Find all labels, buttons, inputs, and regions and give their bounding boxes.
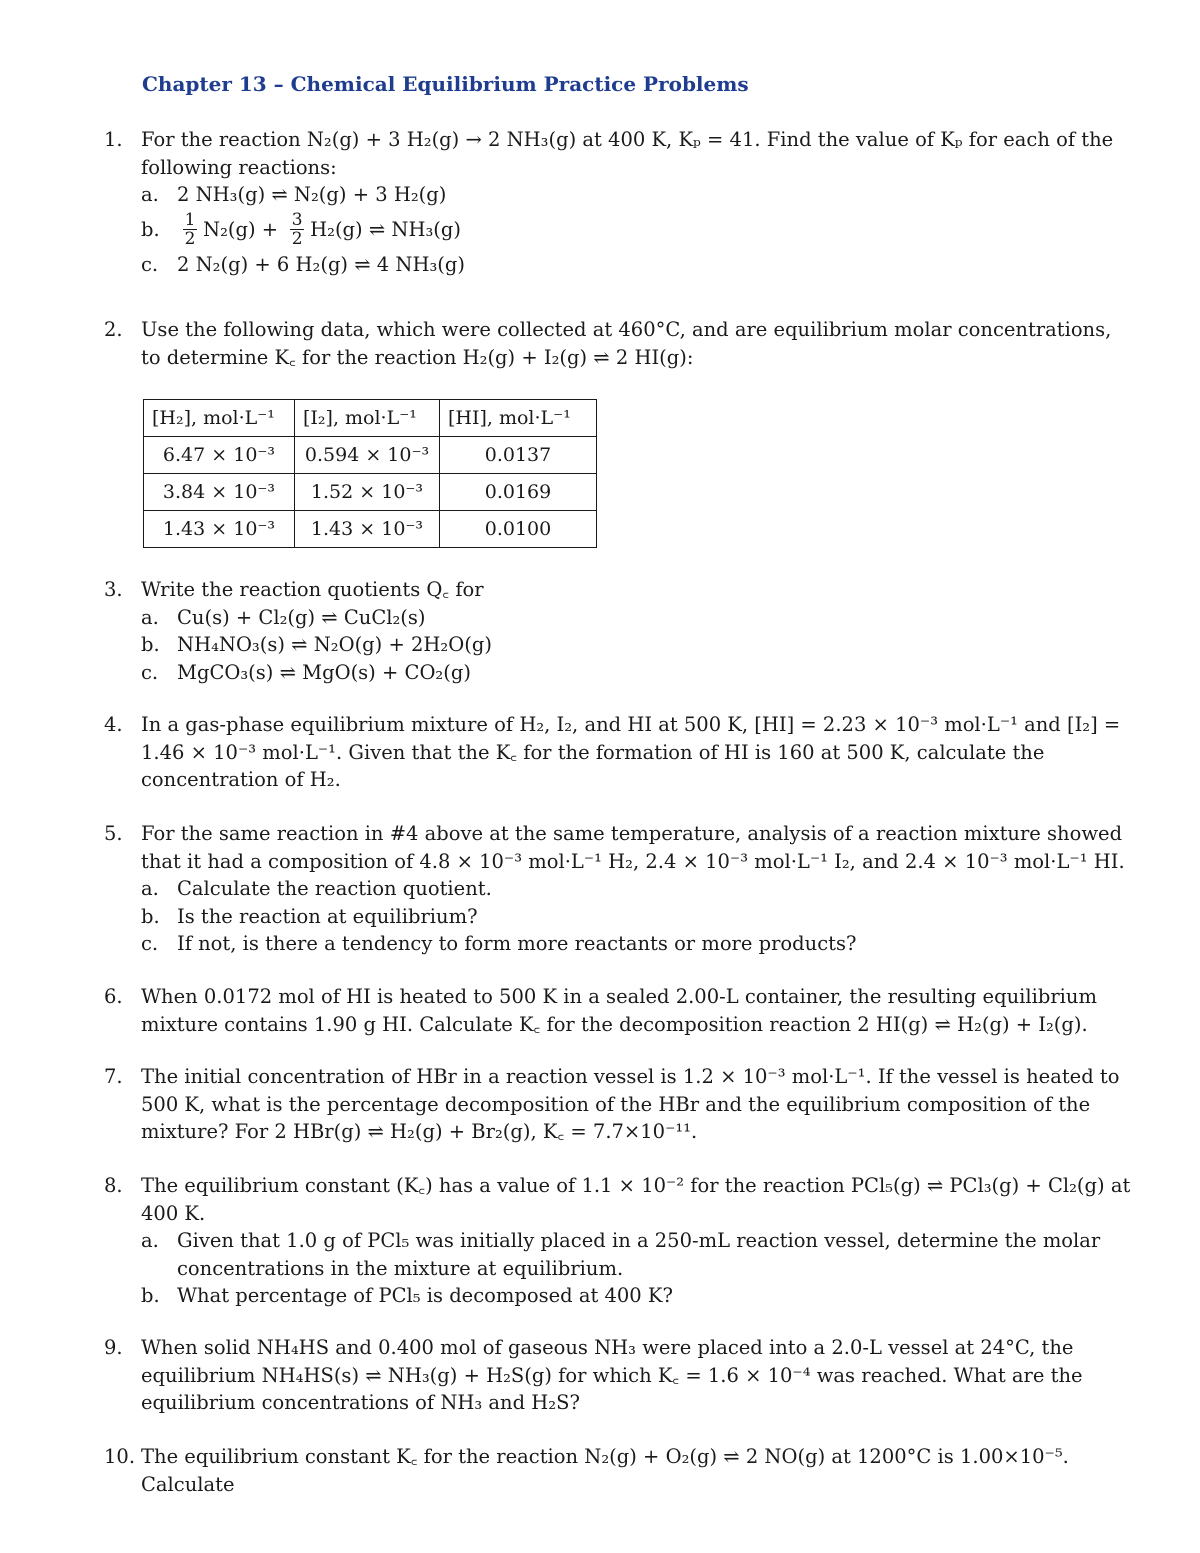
question-number: 6. [104, 985, 123, 1008]
sub-letter: a. [141, 1229, 159, 1252]
sub-question-a [141, 875, 1134, 903]
sub-question-text-part: H₂(g) ⇌ NH₃(g) [310, 217, 461, 241]
fraction-one-half [183, 211, 197, 248]
sub-question-a [141, 181, 1134, 209]
question-number: 4. [104, 713, 123, 736]
question-number: 8. [104, 1174, 123, 1197]
question-text: When solid NH₄HS and 0.400 mol of gaseous NH₃ were placed into a 2.0-L vessel at 24°C, the equilibrium NH₄HS(s) ⇌ NH₃(g) + H₂S(g) for which K꜀ = 1.6 × 10⁻⁴ was reached. What are the equilibrium concentrations of NH₃ and H₂S? [141, 1336, 1083, 1414]
question-text: For the same reaction in #4 above at the same temperature, analysis of a reaction mixture showed that it had a composition of 4.8 × 10⁻³ mol·L⁻¹ H₂, 2.4 × 10⁻³ mol·L⁻¹ I₂, and 2.4 × 10⁻³ mol·L⁻¹ HI. [141, 822, 1125, 873]
question-text: In a gas-phase equilibrium mixture of H₂, I₂, and HI at 500 K, [HI] = 2.23 × 10⁻³ mol·L⁻¹ and [I₂] = 1.46 × 10⁻³ mol·L⁻¹. Given that the K꜀ for the formation of HI is 160 at 500 K, calculate the concentration of H₂. [141, 713, 1121, 791]
question-number: 3. [104, 578, 123, 601]
question-text: For the reaction N₂(g) + 3 H₂(g) → 2 NH₃(g) at 400 K, Kₚ = 41. Find the value of Kₚ for each of the following reactions: [141, 128, 1114, 179]
question-text: When 0.0172 mol of HI is heated to 500 K in a sealed 2.00-L container, the resulting equilibrium mixture contains 1.90 g HI. Calculate K꜀ for the decomposition reaction 2 HI(g) ⇌ H₂(g) + I₂(g). [141, 985, 1097, 1036]
sub-question-text: Given that 1.0 g of PCl₅ was initially placed in a 250-mL reaction vessel, determine the molar concentrations in the mixture at equilibrium. [177, 1229, 1101, 1280]
table-cell: 0.594 × 10⁻³ [295, 437, 440, 474]
question-text: Write the reaction quotients Q꜀ for [141, 578, 484, 601]
sub-question-a [141, 1227, 1134, 1282]
table-cell: 3.84 × 10⁻³ [144, 474, 295, 511]
question-1 [104, 126, 1134, 278]
column-header: [HI], mol·L⁻¹ [440, 400, 597, 437]
table-cell: 6.47 × 10⁻³ [144, 437, 295, 474]
question-6 [104, 983, 1134, 1038]
sub-letter: b. [141, 1284, 160, 1307]
question-text: The equilibrium constant (K꜀) has a value of 1.1 × 10⁻² for the reaction PCl₅(g) ⇌ PCl₃(g) + Cl₂(g) at 400 K. [141, 1174, 1131, 1225]
question-number: 5. [104, 822, 123, 845]
sub-letter: c. [141, 932, 159, 955]
sub-question-text-part: N₂(g) + [203, 217, 279, 241]
question-number: 10. [104, 1445, 136, 1468]
fraction-three-halves [290, 211, 304, 248]
page-title: Chapter 13 – Chemical Equilibrium Practice Problems [142, 72, 749, 96]
column-header: [I₂], mol·L⁻¹ [295, 400, 440, 437]
question-5 [104, 820, 1134, 958]
sub-question-text: 2 NH₃(g) ⇌ N₂(g) + 3 H₂(g) [177, 183, 447, 206]
sub-question-b [141, 209, 1134, 251]
sub-question-c [141, 251, 1134, 279]
sub-letter: a. [141, 183, 159, 206]
sub-letter: b. [141, 904, 160, 928]
table-row [144, 437, 597, 474]
table-row [144, 474, 597, 511]
sub-question-b [141, 903, 1134, 931]
question-4 [104, 711, 1134, 794]
sub-question-c [141, 930, 1134, 958]
sub-question-b [141, 631, 1134, 659]
table-header-row [144, 400, 597, 437]
fraction-denominator: 2 [291, 229, 303, 249]
sub-question-text: What percentage of PCl₅ is decomposed at 400 K? [177, 1284, 673, 1307]
sub-letter: b. [141, 633, 160, 656]
equilibrium-data-table [143, 399, 597, 548]
question-number: 9. [104, 1336, 123, 1359]
question-number: 1. [104, 128, 123, 151]
table-cell: 1.43 × 10⁻³ [144, 511, 295, 548]
sub-question-text: Is the reaction at equilibrium? [177, 904, 478, 928]
table-row [144, 511, 597, 548]
table-cell: 1.43 × 10⁻³ [295, 511, 440, 548]
sub-letter: c. [141, 252, 159, 276]
sub-question-text: Cu(s) + Cl₂(g) ⇌ CuCl₂(s) [177, 605, 426, 629]
question-number: 2. [104, 318, 123, 341]
question-7 [104, 1063, 1134, 1146]
question-text: The initial concentration of HBr in a reaction vessel is 1.2 × 10⁻³ mol·L⁻¹. If the vessel is heated to 500 K, what is the percentage decomposition of the HBr and the equilibrium composition of the mixture? For 2 HBr(g) ⇌ H₂(g) + Br₂(g), K꜀ = 7.7×10⁻¹¹. [141, 1065, 1120, 1143]
sub-question-c [141, 659, 1134, 687]
sub-letter: b. [141, 217, 160, 241]
sub-letter: a. [141, 605, 159, 629]
fraction-denominator: 2 [184, 229, 196, 249]
table-cell: 0.0169 [440, 474, 597, 511]
fraction-numerator: 1 [184, 210, 196, 230]
sub-question-text: Calculate the reaction quotient. [177, 877, 492, 900]
question-number: 7. [104, 1065, 123, 1088]
question-2 [104, 316, 1134, 371]
column-header: [H₂], mol·L⁻¹ [144, 400, 295, 437]
fraction-numerator: 3 [291, 210, 303, 230]
table-cell: 1.52 × 10⁻³ [295, 474, 440, 511]
sub-question-text: 2 N₂(g) + 6 H₂(g) ⇌ 4 NH₃(g) [177, 252, 465, 276]
question-3 [104, 576, 1134, 686]
question-9 [104, 1334, 1134, 1417]
sub-question-text: MgCO₃(s) ⇌ MgO(s) + CO₂(g) [177, 660, 471, 684]
sub-letter: a. [141, 877, 159, 900]
sub-letter: c. [141, 660, 159, 684]
table-cell: 0.0100 [440, 511, 597, 548]
question-10 [104, 1443, 1134, 1498]
question-8 [104, 1172, 1134, 1310]
sub-question-text: If not, is there a tendency to form more reactants or more products? [177, 932, 857, 955]
question-text: Use the following data, which were collected at 460°C, and are equilibrium molar concentrations, to determine K꜀ for the reaction H₂(g) + I₂(g) ⇌ 2 HI(g): [141, 318, 1112, 369]
sub-question-a [141, 604, 1134, 632]
table-cell: 0.0137 [440, 437, 597, 474]
question-text: The equilibrium constant K꜀ for the reaction N₂(g) + O₂(g) ⇌ 2 NO(g) at 1200°C is 1.00×10⁻⁵. Calculate [141, 1445, 1069, 1496]
sub-question-b [141, 1282, 1134, 1310]
sub-question-text: NH₄NO₃(s) ⇌ N₂O(g) + 2H₂O(g) [177, 633, 492, 656]
